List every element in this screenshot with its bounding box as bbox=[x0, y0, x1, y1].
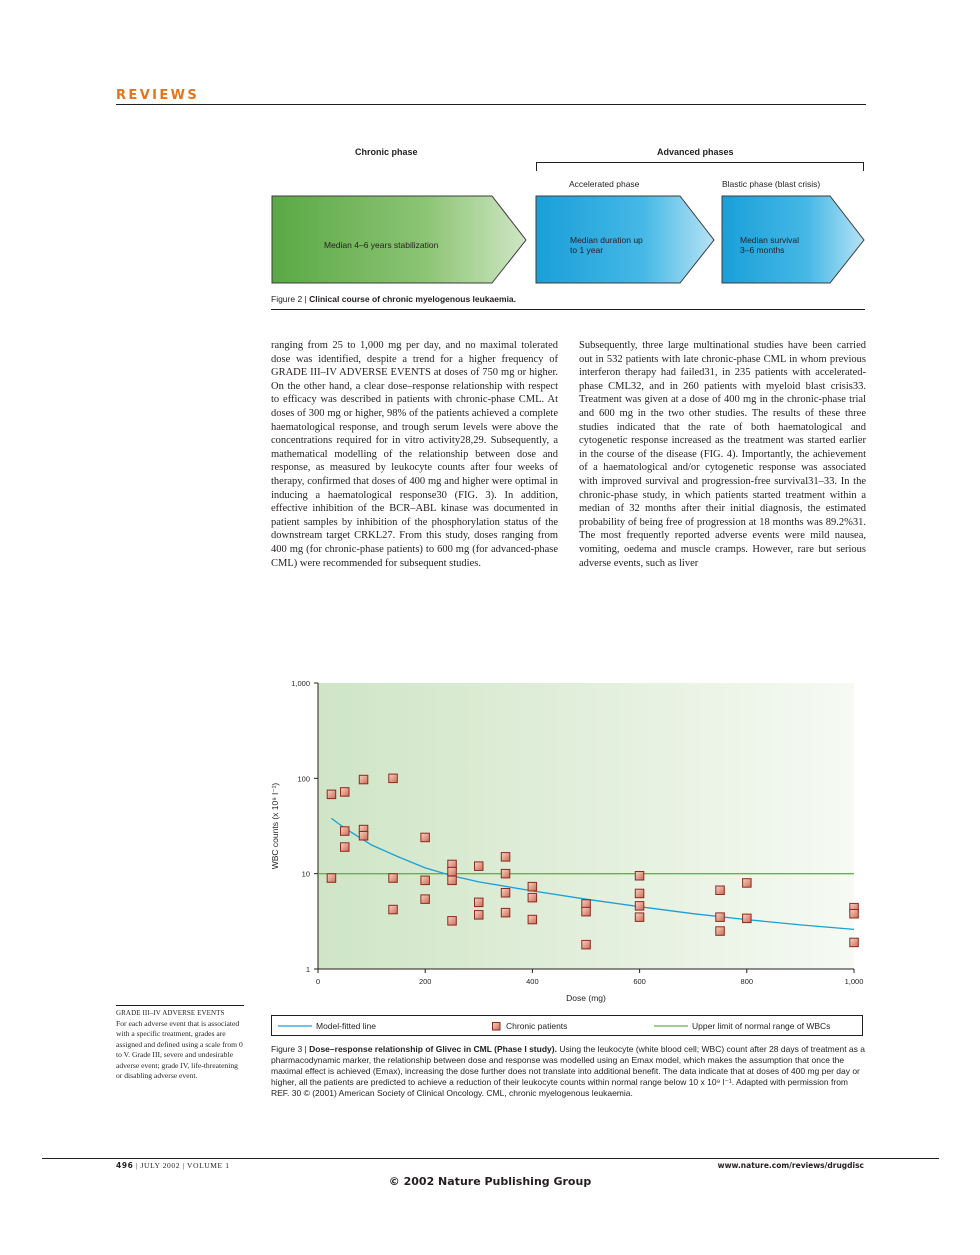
body-text-right: Subsequently, three large multinational studies have been carried out in 532 patients with late chronic-phase CML in whom previous interferon therapy had failed31, in 235 patients with accelerated-phase CML32, and in 260 patients with myeloid blast crisis33. Treatment was given at a dose of 400 mg in the chronic-phase trial and 600 mg in the two other studies. The results of these three studies indicated that the rate of both haematological and cytogenetic response increased as the treatment was started earlier in the course of the disease (FIG. 4). Importantly, the achievement of a haematological and/or cytogenetic response was associated with improved survival and progression-free survival31–33. In the chronic-phase study, in which patients started treatment within a median of 32 months after their initial diagnosis, the estimated probability of being free of progression at 18 months was 89.2%31. The most frequently reported adverse events were mild nausea, vomiting, oedema and muscle cramps. However, rare but serious adverse events, such as liver bbox=[579, 340, 866, 569]
data-point bbox=[716, 886, 725, 895]
data-point bbox=[582, 907, 591, 916]
figure3-caption-prefix: Figure 3 | bbox=[271, 1044, 310, 1054]
page-number: 496 bbox=[116, 1161, 134, 1170]
data-point bbox=[475, 898, 484, 907]
x-tick-label: 0 bbox=[315, 977, 321, 986]
data-point bbox=[341, 827, 350, 836]
data-point bbox=[448, 917, 457, 926]
data-point bbox=[850, 938, 859, 947]
section-label: REVIEWS bbox=[116, 88, 200, 103]
y-tick-label: 100 bbox=[297, 774, 310, 784]
chronic-phase-text: Median 4–6 years stabilization bbox=[324, 240, 439, 250]
accelerated-phase-text-1: Median duration up bbox=[570, 235, 643, 245]
data-point bbox=[341, 843, 350, 852]
x-tick-label: 1,000 bbox=[844, 977, 864, 986]
figure2-caption bbox=[271, 294, 516, 305]
accelerated-phase-text-2: to 1 year bbox=[570, 245, 604, 255]
data-point bbox=[448, 876, 457, 885]
figure3-caption-title: Dose–response relationship of Glivec in CML (Phase I study). bbox=[309, 1044, 557, 1054]
footer-page-info: 496 | JULY 2002 | VOLUME 1 bbox=[116, 1161, 230, 1170]
figure3-caption bbox=[271, 1044, 865, 1099]
data-point bbox=[850, 910, 859, 919]
data-point bbox=[582, 940, 591, 949]
data-point bbox=[341, 788, 350, 797]
figure3-caption-text: Using the leukocyte (white blood cell; WBC) count after 28 days of treatment as a pharmacodynamic marker, the relationship between dose and response was modelled using an Emax model, which makes the assumption that once the maximal effect is achieved (Emax), increasing the dose further does not translate into additional benefit. The data indicate that at doses of 400 mg per day or higher, all the patients are predicted to achieve a reduction of their leukocyte counts within normal range below 10 x 10⁹ l⁻¹. Adapted with permission from REF. 30 © (2001) American Society of Clinical Oncology. CML, chronic myelogenous leukaemia. bbox=[271, 1044, 865, 1098]
blastic-phase-label: Blastic phase (blast crisis) bbox=[722, 179, 821, 189]
data-point bbox=[501, 869, 510, 878]
advanced-phases-bracket bbox=[536, 162, 864, 171]
journal-url[interactable]: www.nature.com/reviews/drugdisc bbox=[717, 1161, 864, 1170]
data-point bbox=[743, 914, 752, 923]
data-point bbox=[501, 853, 510, 862]
legend-upper-label: Upper limit of normal range of WBCs bbox=[692, 1021, 831, 1031]
x-tick-label: 800 bbox=[740, 977, 754, 986]
chronic-phase-heading: Chronic phase bbox=[355, 147, 418, 157]
data-point bbox=[327, 874, 336, 883]
data-point bbox=[421, 876, 430, 885]
data-point bbox=[635, 902, 644, 911]
figure2-rule bbox=[271, 309, 865, 310]
legend-model-label: Model-fitted line bbox=[316, 1021, 377, 1031]
glossary-term: GRADE III–IV ADVERSE EVENTS bbox=[116, 1009, 225, 1017]
copyright-notice: © 2002 Nature Publishing Group bbox=[388, 1175, 592, 1188]
data-point bbox=[421, 833, 430, 842]
y-tick-label: 1,000 bbox=[291, 679, 310, 688]
glossary-definition: For each adverse event that is associated with a specific treatment, grades are assigned and defined using a scale from 0 to V. Grade III, severe and undesirable adverse event; grade IV, life-threatening or disabling adverse event. bbox=[116, 1018, 243, 1080]
chart-legend bbox=[271, 1015, 863, 1036]
header-rule bbox=[116, 104, 866, 105]
plot-area bbox=[318, 683, 854, 969]
data-point bbox=[635, 872, 644, 881]
dose-response-chart bbox=[262, 675, 872, 1010]
legend-patient-swatch bbox=[492, 1022, 501, 1031]
data-point bbox=[327, 790, 336, 799]
data-point bbox=[389, 874, 398, 883]
data-point bbox=[475, 862, 484, 871]
blastic-phase-text-1: Median survival bbox=[740, 235, 800, 245]
data-point bbox=[421, 895, 430, 904]
data-point bbox=[389, 905, 398, 914]
x-axis bbox=[316, 969, 863, 986]
y-axis-label: WBC counts (x 10⁹ l⁻¹) bbox=[270, 782, 280, 870]
data-point bbox=[389, 774, 398, 783]
data-point bbox=[528, 882, 537, 891]
data-point bbox=[716, 913, 725, 922]
data-point bbox=[716, 927, 725, 936]
glossary-box bbox=[116, 1008, 244, 1082]
data-point bbox=[528, 915, 537, 924]
footer-rule bbox=[42, 1158, 939, 1159]
advanced-phases-heading: Advanced phases bbox=[657, 147, 734, 157]
legend-patient-label: Chronic patients bbox=[506, 1021, 568, 1031]
data-point bbox=[501, 908, 510, 917]
y-tick-label: 10 bbox=[301, 869, 310, 879]
x-axis-label: Dose (mg) bbox=[566, 993, 606, 1003]
accelerated-phase-label: Accelerated phase bbox=[569, 179, 640, 189]
data-point bbox=[359, 775, 368, 784]
volume-label: VOLUME 1 bbox=[187, 1161, 230, 1170]
body-column-left bbox=[271, 339, 558, 570]
x-tick-label: 600 bbox=[633, 977, 646, 986]
figure2-caption-prefix: Figure 2 | bbox=[271, 294, 310, 304]
data-point bbox=[501, 889, 510, 898]
y-axis bbox=[291, 679, 318, 974]
x-tick-label: 200 bbox=[418, 977, 432, 986]
issue-date: JULY 2002 bbox=[140, 1161, 181, 1170]
x-tick-label: 400 bbox=[526, 977, 539, 986]
data-point bbox=[635, 913, 644, 922]
y-tick-label: 1 bbox=[305, 965, 310, 974]
body-column-right bbox=[579, 339, 866, 570]
blastic-phase-text-2: 3–6 months bbox=[740, 245, 785, 255]
data-point bbox=[743, 879, 752, 888]
body-text-left: ranging from 25 to 1,000 mg per day, and no maximal tolerated dose was identified, despite a trend for a higher frequency of GRADE III–IV ADVERSE EVENTS at doses of 750 mg or higher. On the other hand, a clear dose–response relationship with respect to efficacy was described in patients with chronic-phase CML. At doses of 300 mg or higher, 98% of the patients achieved a complete haematological response, and trough serum levels were above the concentrations required for in vitro activity28,29. Subsequently, a mathematical modelling of the relationship between dose and response, as measured by leukocyte counts after four weeks of therapy, confirmed that doses of 400 mg and higher were optimal in inducing a haematological response30 (FIG. 3). In addition, effective inhibition of the BCR–ABL kinase was documented in patient samples by inhibition of the phosphorylation status of the downstream target CRKL27. From this study, doses ranging from 400 mg (for chronic-phase patients) to 600 mg (for advanced-phase CML) were recommended for subsequent studies. bbox=[271, 340, 558, 569]
data-point bbox=[528, 893, 537, 902]
data-point bbox=[475, 911, 484, 920]
legend-upper-swatch bbox=[654, 1025, 688, 1029]
legend-model-swatch bbox=[278, 1025, 312, 1029]
data-point bbox=[359, 832, 368, 841]
data-point bbox=[635, 889, 644, 898]
glossary-rule bbox=[116, 1005, 244, 1006]
figure2-caption-title: Clinical course of chronic myelogenous leukaemia. bbox=[309, 294, 517, 304]
data-point bbox=[448, 867, 457, 876]
